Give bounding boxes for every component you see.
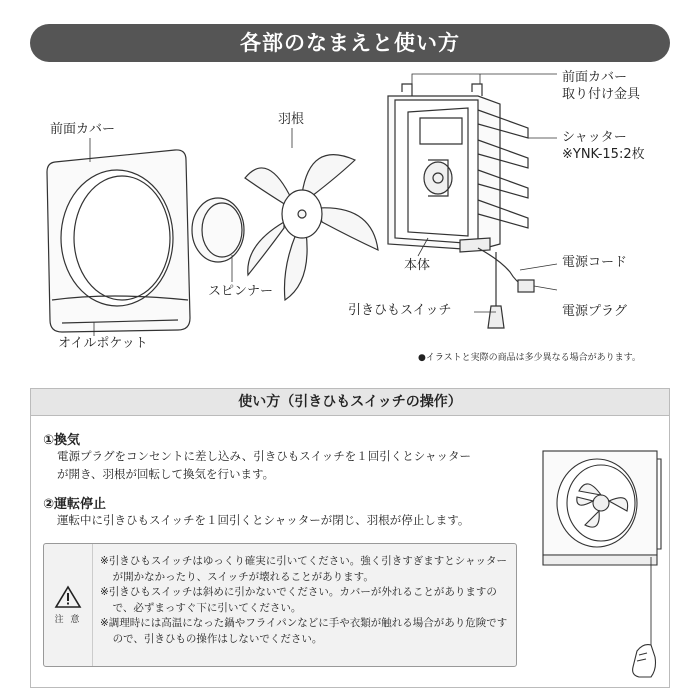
caution-box — [43, 543, 517, 667]
usage-panel — [30, 388, 670, 688]
caution-label-area — [44, 544, 93, 666]
caution-item: ※引きひもスイッチはゆっくり確実に引いてください。強く引きすぎますとシャッターが開かなかったり、スイッチが壊れることがあります。 — [100, 555, 508, 583]
page-title: 各部のなまえと使い方 — [30, 24, 670, 62]
section-text-ventilation — [57, 447, 471, 483]
label-body: 本体 — [404, 258, 431, 273]
body-illustration — [388, 84, 534, 328]
disclaimer-note: ●イラストと実際の商品は多少異なる場合があります。 — [418, 353, 641, 363]
label-oil-pocket: オイルポケット — [58, 336, 148, 351]
label-front-cover-bracket-line1: 前面カバー — [562, 70, 628, 85]
spinner-illustration — [192, 198, 244, 262]
label-front-cover-bracket-line2: 取り付け金具 — [562, 87, 641, 102]
section-text-stop — [57, 511, 469, 529]
caution-item: ※調理時には高温になった鍋やフライパンなどに手や衣類が触れる場合があり危険ですので、引きひもの操作はしないでください。 — [100, 617, 508, 645]
usage-heading: 使い方（引きひもスイッチの操作） — [31, 389, 669, 416]
label-power-cord: 電源コード — [562, 255, 628, 270]
label-spinner: スピンナー — [208, 284, 274, 299]
label-pull-switch: 引きひもスイッチ — [348, 303, 452, 318]
caution-item: ※引きひもスイッチは斜めに引かないでください。カバーが外れることがありますので、必ずまっすぐ下に引いてください。 — [100, 586, 497, 614]
front-cover-illustration — [47, 150, 190, 332]
text-line: 電源プラグをコンセントに差し込み、引きひもスイッチを１回引くとシャッター — [57, 449, 471, 463]
text-line: 運転中に引きひもスイッチを１回引くとシャッターが閉じ、羽根が停止します。 — [57, 513, 470, 527]
label-front-cover: 前面カバー — [50, 122, 116, 137]
warning-triangle-icon — [54, 585, 82, 609]
installed-fan-illustration — [539, 445, 663, 681]
label-shutter-line1: シャッター — [562, 130, 627, 145]
caution-word: 注 意 — [54, 615, 82, 625]
text-line: が開き、羽根が回転して換気を行います。 — [57, 467, 275, 481]
caution-list — [100, 554, 510, 647]
section-title-stop: ②運転停止 — [43, 497, 107, 512]
blade-illustration — [245, 155, 378, 300]
label-shutter-line2: ※YNK-15:2枚 — [562, 147, 645, 162]
section-title-ventilation: ①換気 — [43, 433, 81, 448]
label-blade: 羽根 — [278, 112, 305, 127]
label-power-plug: 電源プラグ — [562, 304, 628, 319]
